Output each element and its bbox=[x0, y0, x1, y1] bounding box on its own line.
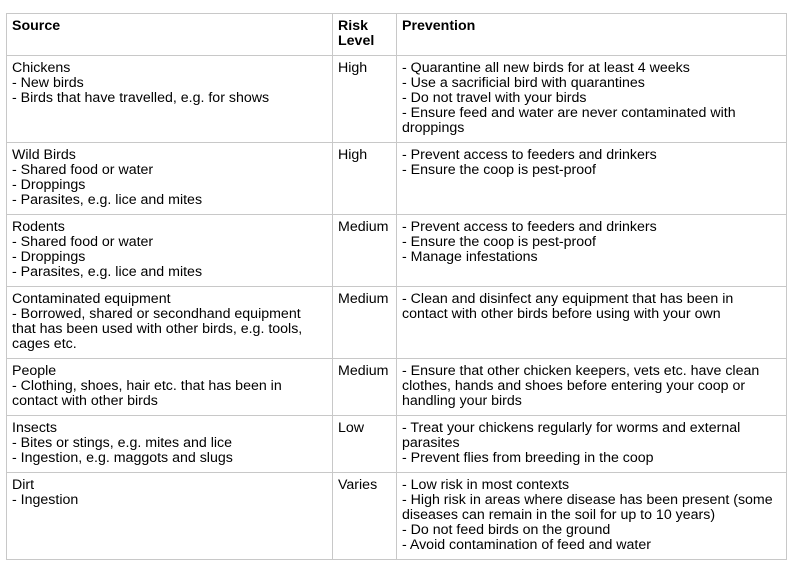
table-header-row bbox=[7, 14, 787, 56]
source-item: - Droppings bbox=[12, 249, 86, 265]
prevention-cell bbox=[397, 359, 787, 416]
header-prevention: Prevention bbox=[397, 14, 787, 56]
source-cell bbox=[7, 416, 333, 473]
table-row bbox=[7, 359, 787, 416]
source-cell bbox=[7, 473, 333, 560]
prevention-cell bbox=[397, 473, 787, 560]
risk-level-cell: Low bbox=[333, 416, 397, 473]
source-item: - Droppings bbox=[12, 177, 86, 193]
prevention-cell bbox=[397, 287, 787, 359]
prevention-item: - Ensure feed and water are never contaminated with droppings bbox=[402, 105, 736, 136]
source-item: - Parasites, e.g. lice and mites bbox=[12, 192, 203, 208]
prevention-item: - Do not travel with your birds bbox=[402, 90, 587, 106]
risk-level-cell: Medium bbox=[333, 359, 397, 416]
source-title: Insects bbox=[12, 420, 57, 436]
source-title: Rodents bbox=[12, 219, 65, 235]
prevention-cell bbox=[397, 143, 787, 215]
header-source: Source bbox=[7, 14, 333, 56]
source-item: - Ingestion bbox=[12, 492, 79, 508]
prevention-item: - Prevent flies from breeding in the coop bbox=[402, 450, 654, 466]
source-item: - Ingestion, e.g. maggots and slugs bbox=[12, 450, 233, 466]
source-cell bbox=[7, 287, 333, 359]
source-item: - Clothing, shoes, hair etc. that has been in contact with other birds bbox=[12, 378, 282, 409]
prevention-item: - Low risk in most contexts bbox=[402, 477, 570, 493]
source-title: Dirt bbox=[12, 477, 35, 493]
table-row bbox=[7, 143, 787, 215]
source-item: - Birds that have travelled, e.g. for shows bbox=[12, 90, 270, 106]
prevention-item: - Avoid contamination of feed and water bbox=[402, 537, 651, 553]
table-row bbox=[7, 215, 787, 287]
prevention-item: - Clean and disinfect any equipment that has been in contact with other birds before using with your own bbox=[402, 291, 734, 322]
prevention-cell bbox=[397, 416, 787, 473]
source-cell bbox=[7, 359, 333, 416]
source-cell bbox=[7, 143, 333, 215]
source-item: - New birds bbox=[12, 75, 84, 91]
prevention-item: - Ensure that other chicken keepers, vets etc. have clean clothes, hands and shoes before entering your coop or handling your birds bbox=[402, 363, 760, 409]
source-cell bbox=[7, 215, 333, 287]
risk-level-cell: High bbox=[333, 56, 397, 143]
source-item: - Borrowed, shared or secondhand equipment that has been used with other birds, e.g. tools, cages etc. bbox=[12, 306, 303, 352]
prevention-item: - Use a sacrificial bird with quarantines bbox=[402, 75, 645, 91]
prevention-item: - Ensure the coop is pest-proof bbox=[402, 234, 596, 250]
prevention-cell bbox=[397, 215, 787, 287]
source-title: Wild Birds bbox=[12, 147, 76, 163]
source-title: Chickens bbox=[12, 60, 71, 76]
prevention-item: - High risk in areas where disease has been present (some diseases can remain in the soil for up to 10 years) bbox=[402, 492, 773, 523]
table-row bbox=[7, 473, 787, 560]
table-row bbox=[7, 287, 787, 359]
source-item: - Shared food or water bbox=[12, 162, 154, 178]
source-title: People bbox=[12, 363, 57, 379]
biosecurity-risk-table bbox=[6, 13, 787, 560]
table-row bbox=[7, 416, 787, 473]
source-title: Contaminated equipment bbox=[12, 291, 171, 307]
prevention-item: - Ensure the coop is pest-proof bbox=[402, 162, 596, 178]
prevention-cell bbox=[397, 56, 787, 143]
source-item: - Bites or stings, e.g. mites and lice bbox=[12, 435, 232, 451]
source-item: - Parasites, e.g. lice and mites bbox=[12, 264, 203, 280]
source-item: - Shared food or water bbox=[12, 234, 154, 250]
prevention-item: - Do not feed birds on the ground bbox=[402, 522, 611, 538]
risk-level-cell: Varies bbox=[333, 473, 397, 560]
table-body bbox=[7, 56, 787, 560]
prevention-item: - Manage infestations bbox=[402, 249, 538, 265]
header-risk-level: Risk Level bbox=[333, 14, 397, 56]
prevention-item: - Treat your chickens regularly for worms and external parasites bbox=[402, 420, 741, 451]
risk-level-cell: Medium bbox=[333, 215, 397, 287]
prevention-item: - Prevent access to feeders and drinkers bbox=[402, 147, 657, 163]
prevention-item: - Quarantine all new birds for at least 4 weeks bbox=[402, 60, 690, 76]
source-cell bbox=[7, 56, 333, 143]
prevention-item: - Prevent access to feeders and drinkers bbox=[402, 219, 657, 235]
risk-level-cell: Medium bbox=[333, 287, 397, 359]
risk-level-cell: High bbox=[333, 143, 397, 215]
table-row bbox=[7, 56, 787, 143]
